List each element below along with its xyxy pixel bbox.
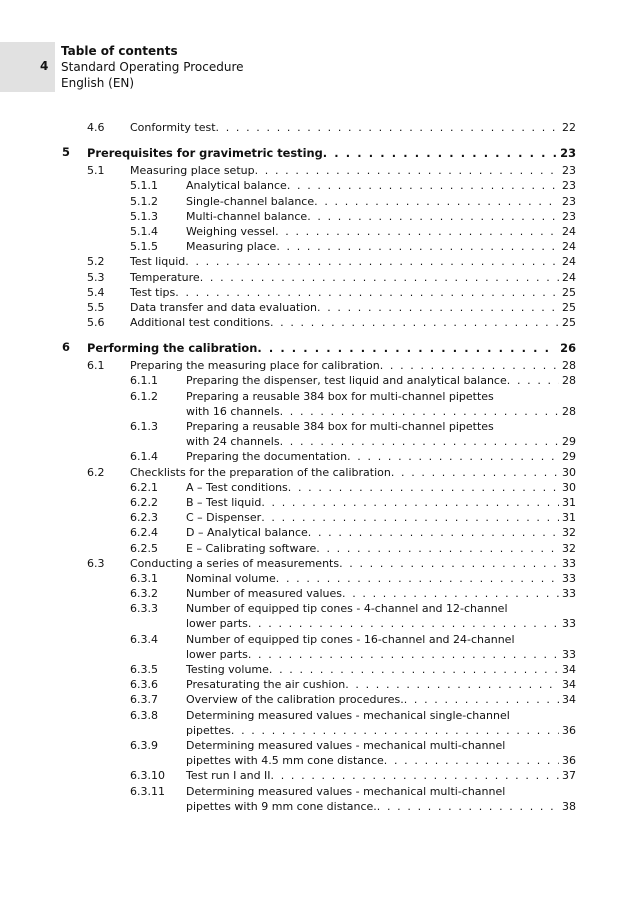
- toc-entry[interactable]: [0, 738, 638, 768]
- toc-number: 6.2.1: [130, 480, 158, 494]
- toc-title: Preparing the measuring place for calibration: [130, 359, 380, 373]
- toc-number: 6.3.9: [130, 739, 158, 753]
- toc-entry[interactable]: [0, 525, 638, 540]
- toc-page-number: 34: [562, 678, 576, 692]
- toc-title: Data transfer and data evaluation: [130, 300, 318, 314]
- toc-title: Overview of the calibration procedures.: [186, 693, 404, 707]
- toc-entry[interactable]: [0, 163, 638, 178]
- toc-entry[interactable]: [0, 358, 638, 373]
- dot-leader: [317, 300, 559, 315]
- toc-number: 5.1.3: [130, 209, 158, 223]
- toc-number: 6.2.4: [130, 526, 158, 540]
- dot-leader: [275, 224, 559, 239]
- toc-entry[interactable]: [0, 601, 638, 631]
- toc-page-number: 33: [562, 647, 576, 661]
- toc-title: pipettes with 4.5 mm cone distance: [186, 754, 384, 768]
- toc-entry[interactable]: [0, 373, 638, 388]
- toc-title: Determining measured values - mechanical multi-channel: [186, 739, 506, 753]
- toc-entry[interactable]: [0, 389, 638, 419]
- toc-entry[interactable]: [0, 677, 638, 692]
- toc-entry[interactable]: [0, 510, 638, 525]
- dot-leader: [323, 146, 557, 161]
- toc-entry[interactable]: [0, 178, 638, 193]
- dot-leader: [308, 525, 559, 540]
- toc-title: pipettes with 9 mm cone distance.: [186, 799, 377, 813]
- dot-leader: [404, 692, 559, 707]
- toc-title: Preparing a reusable 384 box for multi-channel pipettes: [186, 389, 494, 403]
- toc-title: Multi-channel balance: [186, 209, 308, 223]
- toc-title: B – Test liquid: [186, 495, 262, 509]
- toc-title: lower parts: [186, 647, 248, 661]
- toc-page-number: 24: [562, 240, 576, 254]
- toc-title: Additional test conditions: [130, 316, 270, 330]
- toc-number: 6.1.2: [130, 389, 158, 403]
- page-header: [0, 42, 638, 92]
- dot-leader: [377, 799, 559, 814]
- toc-number: 5.4: [87, 285, 105, 299]
- toc-title: C – Dispenser: [186, 511, 262, 525]
- header-language: English (EN): [61, 76, 135, 90]
- toc-entry[interactable]: [0, 768, 638, 783]
- toc-number: 6.1.3: [130, 420, 158, 434]
- toc-page-number: 23: [562, 164, 576, 178]
- toc-title: Preparing a reusable 384 box for multi-channel pipettes: [186, 420, 494, 434]
- toc-entry[interactable]: [0, 556, 638, 571]
- toc-number: 6.1: [87, 359, 105, 373]
- dot-leader: [345, 677, 559, 692]
- toc-number: 5.3: [87, 270, 105, 284]
- toc-title: pipettes: [186, 723, 231, 737]
- toc-entry[interactable]: [0, 571, 638, 586]
- toc-number: 6.1.1: [130, 374, 158, 388]
- toc-entry[interactable]: [0, 209, 638, 224]
- toc-page-number: 38: [562, 799, 576, 813]
- toc-title: Nominal volume: [186, 571, 276, 585]
- toc-number: 6.3.1: [130, 571, 158, 585]
- toc-title: Determining measured values - mechanical multi-channel: [186, 784, 506, 798]
- toc-title: Conformity test: [130, 121, 216, 134]
- header-title: Table of contents: [61, 44, 178, 58]
- dot-leader: [255, 163, 559, 178]
- toc-page-number: 28: [562, 374, 576, 388]
- toc-entry[interactable]: [0, 315, 638, 330]
- toc-page-number: 24: [562, 255, 576, 269]
- toc-title: Weighing vessel: [186, 224, 276, 238]
- toc-page-number: 37: [562, 769, 576, 783]
- toc-title: lower parts: [186, 617, 248, 631]
- header-text: [61, 43, 244, 91]
- toc-number: 4.6: [87, 121, 105, 134]
- toc-page-number: 31: [562, 511, 576, 525]
- dot-leader: [248, 616, 559, 631]
- toc-title: Preparing the dispenser, test liquid and analytical balance: [186, 374, 507, 388]
- dot-leader: [288, 480, 559, 495]
- toc-page-number: 23: [560, 146, 576, 161]
- dot-leader: [276, 571, 559, 586]
- toc-page-number: 23: [562, 194, 576, 208]
- toc-page-number: 25: [562, 285, 576, 299]
- dot-leader: [185, 254, 559, 269]
- dot-leader: [200, 270, 559, 285]
- toc-page-number: 31: [562, 495, 576, 509]
- toc-number: 5.1.4: [130, 224, 158, 238]
- dot-leader: [307, 209, 559, 224]
- toc-entry[interactable]: [0, 632, 638, 662]
- toc-entry[interactable]: [0, 692, 638, 707]
- dot-leader: [280, 434, 559, 449]
- toc-page-number: 33: [562, 571, 576, 585]
- toc-title: Test liquid: [130, 255, 186, 269]
- toc-entry[interactable]: [0, 449, 638, 464]
- toc-entry[interactable]: [0, 465, 638, 480]
- dot-leader: [216, 120, 559, 135]
- toc-number: 6.3.8: [130, 708, 158, 722]
- toc-entry[interactable]: [0, 480, 638, 495]
- toc-number: 6.2.2: [130, 495, 158, 509]
- toc-title: Test tips: [130, 285, 176, 299]
- toc-title: Analytical balance: [186, 179, 287, 193]
- toc-number: 6.2.3: [130, 511, 158, 525]
- toc-page-number: 29: [562, 450, 576, 464]
- dot-leader: [248, 647, 559, 662]
- toc-entry[interactable]: [0, 495, 638, 510]
- toc-page-number: 25: [562, 300, 576, 314]
- toc-page-number: 29: [562, 435, 576, 449]
- toc-title: E – Calibrating software: [186, 541, 317, 555]
- toc-entry[interactable]: [0, 239, 638, 254]
- toc-entry[interactable]: [0, 586, 638, 601]
- toc-title: Performing the calibration: [87, 341, 258, 356]
- toc-title: Measuring place: [186, 240, 277, 254]
- toc-entry[interactable]: [0, 784, 638, 814]
- toc-entry[interactable]: [0, 285, 638, 300]
- dot-leader: [339, 556, 559, 571]
- dot-leader: [276, 239, 559, 254]
- dot-leader: [271, 768, 559, 783]
- toc-title: Conducting a series of measurements: [130, 556, 340, 570]
- toc-title: Checklists for the preparation of the calibration: [130, 465, 391, 479]
- toc-page-number: 25: [562, 316, 576, 330]
- dot-leader: [287, 178, 559, 193]
- toc-page-number: 33: [562, 587, 576, 601]
- dot-leader: [314, 194, 559, 209]
- toc-number: 5.2: [87, 255, 105, 269]
- toc-page-number: 32: [562, 541, 576, 555]
- toc-number: 6: [62, 340, 70, 355]
- toc-number: 6.3.10: [130, 769, 165, 783]
- toc-title: Single-channel balance: [186, 194, 315, 208]
- toc-title: Measuring place setup: [130, 164, 255, 178]
- toc-number: 5: [62, 145, 70, 160]
- page-number: 4: [40, 59, 49, 73]
- toc-page-number: 34: [562, 693, 576, 707]
- toc-number: 6.3.11: [130, 784, 165, 798]
- toc-number: 5.6: [87, 316, 105, 330]
- toc-page-number: 36: [562, 754, 576, 768]
- toc-page-number: 22: [562, 121, 576, 134]
- toc-title: with 24 channels: [186, 435, 280, 449]
- dot-leader: [384, 753, 559, 768]
- toc-number: 6.3: [87, 556, 105, 570]
- toc-title: Number of equipped tip cones - 4-channel and 12-channel: [186, 602, 508, 616]
- toc-number: 6.3.6: [130, 678, 158, 692]
- dot-leader: [507, 373, 559, 388]
- toc-number: 6.2: [87, 465, 105, 479]
- toc-entry[interactable]: [0, 145, 638, 163]
- toc-page-number: 26: [560, 341, 576, 356]
- toc-number: 6.1.4: [130, 450, 158, 464]
- toc-page-number: 33: [562, 617, 576, 631]
- dot-leader: [270, 315, 559, 330]
- toc-number: 6.3.4: [130, 632, 158, 646]
- toc-title: Number of equipped tip cones - 16-channel and 24-channel: [186, 632, 515, 646]
- dot-leader: [261, 495, 559, 510]
- toc-title: Preparing the documentation: [186, 450, 348, 464]
- dot-leader: [269, 662, 559, 677]
- dot-leader: [261, 510, 559, 525]
- toc-entry[interactable]: [0, 340, 638, 358]
- toc-entry[interactable]: [0, 254, 638, 269]
- dot-leader: [280, 404, 559, 419]
- toc-page-number: 30: [562, 480, 576, 494]
- toc-title: with 16 channels: [186, 404, 280, 418]
- toc-entry[interactable]: [0, 270, 638, 285]
- dot-leader: [175, 285, 559, 300]
- toc-title: Test run I and II: [186, 769, 271, 783]
- toc-number: 6.3.5: [130, 663, 158, 677]
- toc-title: Testing volume: [186, 663, 269, 677]
- dot-leader: [257, 341, 557, 356]
- toc-entry[interactable]: [0, 120, 638, 135]
- toc-entry[interactable]: [0, 300, 638, 315]
- toc-title: Temperature: [130, 270, 200, 284]
- toc-page-number: 33: [562, 556, 576, 570]
- toc-number: 6.3.7: [130, 693, 158, 707]
- toc-number: 5.1.2: [130, 194, 158, 208]
- toc-entry[interactable]: [0, 708, 638, 738]
- toc-page-number: 23: [562, 209, 576, 223]
- toc-title: Determining measured values - mechanical single-channel: [186, 708, 510, 722]
- dot-leader: [342, 586, 559, 601]
- toc-page-number: 32: [562, 526, 576, 540]
- toc-page-number: 28: [562, 404, 576, 418]
- table-of-contents: [0, 120, 638, 814]
- toc-page-number: 23: [562, 179, 576, 193]
- header-subtitle: Standard Operating Procedure: [61, 60, 244, 74]
- toc-page-number: 24: [562, 270, 576, 284]
- toc-title: A – Test conditions: [186, 480, 288, 494]
- dot-leader: [231, 723, 559, 738]
- toc-page-number: 30: [562, 465, 576, 479]
- toc-title: Prerequisites for gravimetric testing: [87, 146, 323, 161]
- dot-leader: [316, 541, 559, 556]
- toc-number: 6.3.2: [130, 587, 158, 601]
- toc-number: 5.1.5: [130, 240, 158, 254]
- toc-page-number: 28: [562, 359, 576, 373]
- toc-entry[interactable]: [0, 662, 638, 677]
- dot-leader: [347, 449, 559, 464]
- toc-title: Presaturating the air cushion: [186, 678, 346, 692]
- toc-page-number: 34: [562, 663, 576, 677]
- toc-number: 5.1.1: [130, 179, 158, 193]
- toc-entry[interactable]: [0, 541, 638, 556]
- toc-entry[interactable]: [0, 194, 638, 209]
- toc-page-number: 24: [562, 224, 576, 238]
- toc-title: Number of measured values: [186, 587, 343, 601]
- toc-entry[interactable]: [0, 224, 638, 239]
- toc-number: 6.2.5: [130, 541, 158, 555]
- toc-entry[interactable]: [0, 419, 638, 449]
- toc-number: 6.3.3: [130, 602, 158, 616]
- toc-number: 5.5: [87, 300, 105, 314]
- toc-number: 5.1: [87, 164, 105, 178]
- dot-leader: [380, 358, 559, 373]
- dot-leader: [391, 465, 559, 480]
- toc-title: D – Analytical balance: [186, 526, 308, 540]
- toc-page-number: 36: [562, 723, 576, 737]
